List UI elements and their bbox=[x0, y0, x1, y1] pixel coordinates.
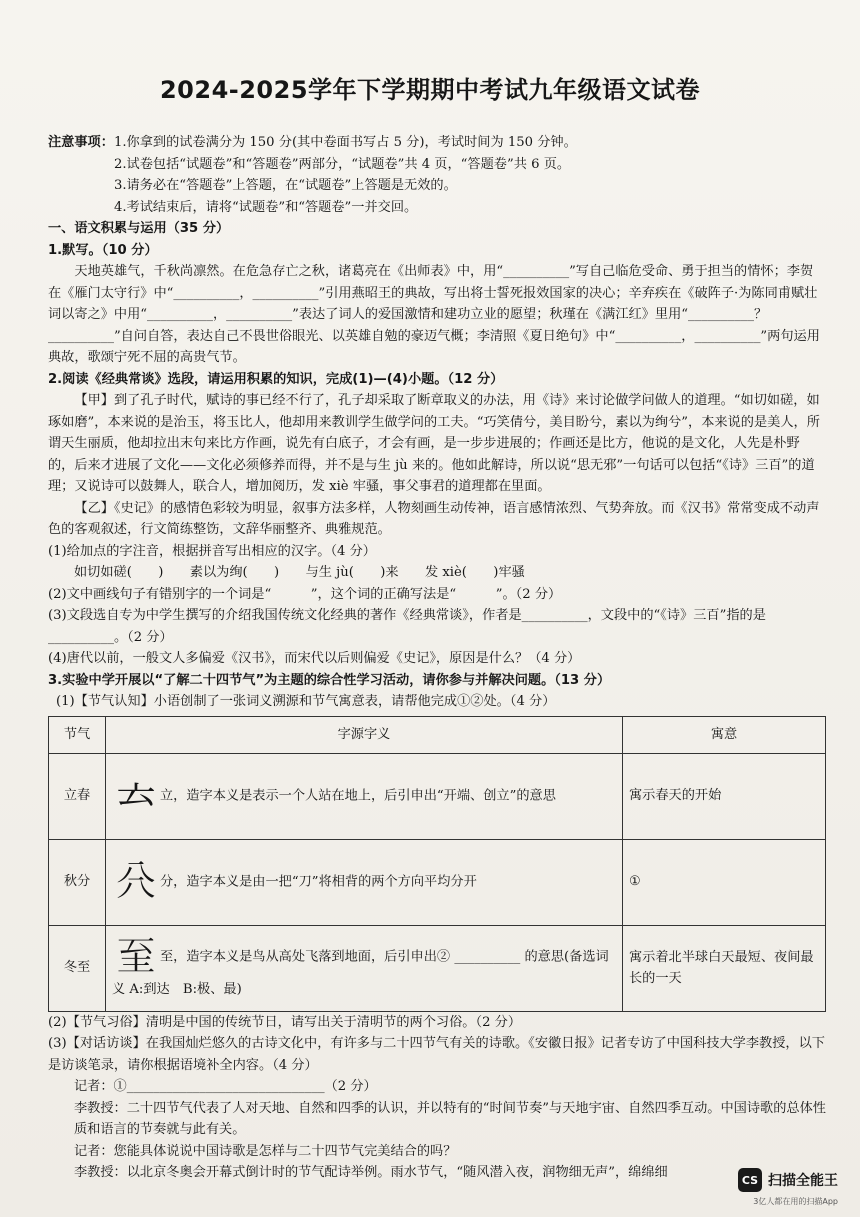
table-header-row bbox=[49, 716, 826, 753]
meaning-cell: 寓示着北半球白天最短、夜间最长的一天 bbox=[623, 925, 826, 1011]
ancient-character-li-icon: 𠫓 bbox=[116, 773, 156, 819]
term-cell: 冬至 bbox=[49, 925, 106, 1011]
table-row bbox=[49, 839, 826, 925]
question-1-heading: 1.默写。（10 分） bbox=[48, 242, 158, 258]
table-row bbox=[49, 925, 826, 1011]
question-3-sub-2: (2)【节气习俗】清明是中国的传统节日，请写出关于清明节的两个习俗。（2 分） bbox=[48, 1014, 522, 1030]
logo-name: 扫描全能王 bbox=[768, 1173, 838, 1189]
origin-text: 分，造字本义是由一把“刀”将相背的两个方向平均分开 bbox=[160, 874, 477, 890]
question-3-sub-3: (3)【对话访谈】在我国灿烂悠久的古诗文化中，有许多与二十四节气有关的诗歌。《安徽日报》记者专访了中国科技大学李教授，以下是访谈笔录，请你根据语境补全内容。（4 分） bbox=[48, 1036, 825, 1073]
question-2-sub-1: (1)给加点的字注音，根据拼音写出相应的汉字。（4 分） bbox=[48, 543, 376, 559]
logo-subtitle: 3亿人都在用的扫描App bbox=[753, 1197, 838, 1206]
ancient-character-fen-icon: 𠔁 bbox=[116, 859, 156, 905]
interview-reporter-1: 记者：①______________________________（2 分） bbox=[74, 1079, 377, 1094]
interview-professor-1: 李教授：二十四节气代表了人对天地、自然和四季的认识，并以特有的“时间节奏”与天地宇宙、自然四季互动。中国诗歌的总体性质和语言的节奏就与此有关。 bbox=[74, 1100, 826, 1137]
term-cell: 秋分 bbox=[49, 839, 106, 925]
passage-yi: 【乙】《史记》的感情色彩较为明显，叙事方法多样，人物刻画生动传神，语言感情浓烈、气势奔放。而《汉书》常常变成不动声色的客观叙述，行文简练整饬，文辞华丽整齐、典雅规范。 bbox=[48, 500, 820, 537]
meaning-cell: 寓示春天的开始 bbox=[623, 753, 826, 839]
notice-item: 4.考试结束后，请将“试题卷”和“答题卷”一并交回。 bbox=[113, 199, 418, 215]
table-header: 寓意 bbox=[623, 716, 826, 753]
question-1-body: 天地英雄气，千秋尚凛然。在危急存亡之秋，诸葛亮在《出师表》中，用“__________”写自己临危受命、勇于担当的情怀；李贺在《雁门太守行》中“__________，__________”引用燕昭王的典故，写出将士誓死报效国家的决心；辛弃疾在《破阵子·为陈同甫赋壮词以寄之》中用“__________，__________”表达了词人的爱国激情和建功立业的愿望；秋瑾在《满江红》里用“__________？__________”自问自答，表达自己不畏世俗眼光、以英雄自勉的豪迈气概；李清照《夏日绝句》中“__________，__________”两句运用典故，歌颂宁死不屈的高贵气节。 bbox=[48, 264, 820, 365]
scanner-logo bbox=[738, 1168, 838, 1192]
solar-term-table bbox=[48, 716, 826, 1012]
origin-text: 至，造字本义是鸟从高处飞落到地面，后引申出② __________ 的意思(备选词义 A:到达 B:极、最) bbox=[112, 949, 609, 998]
notice-block bbox=[48, 132, 826, 218]
question-2-sub-3: (3)文段选自专为中学生撰写的介绍我国传统文化经典的著作《经典常谈》，作者是__________，文段中的“《诗》三百”指的是__________。（2 分） bbox=[48, 608, 766, 645]
table-header: 字源字义 bbox=[106, 716, 623, 753]
section-heading: 一、语文积累与运用（35 分） bbox=[48, 221, 230, 236]
notice-item: 1.你拿到的试卷满分为 150 分(其中卷面书写占 5 分)，考试时间为 150 分钟。 bbox=[113, 135, 577, 150]
exam-content bbox=[48, 132, 826, 1184]
question-3-heading: 3.实验中学开展以“了解二十四节气”为主题的综合性学习活动，请你参与并解决问题。（13 分） bbox=[48, 672, 611, 688]
interview-reporter-2: 记者：您能具体说说中国诗歌是怎样与二十四节气完美结合的吗？ bbox=[74, 1143, 457, 1159]
question-2-sub-1-items: 如切如磋( ) 素以为绚( ) 与生 jù( )来 发 xiè( )牢骚 bbox=[74, 565, 525, 580]
notice-item: 3.请务必在“答题卷”上答题，在“试题卷”上答题是无效的。 bbox=[113, 178, 457, 193]
table-header: 节气 bbox=[49, 716, 106, 753]
interview-professor-2: 李教授：以北京冬奥会开幕式倒计时的节气配诗举例。雨水节气，“随风潜入夜，润物细无声”，绵绵细 bbox=[74, 1165, 668, 1180]
notice-item: 2.试卷包括“试题卷”和“答题卷”两部分，“试题卷”共 4 页，“答题卷”共 6 页。 bbox=[113, 156, 571, 172]
question-3-sub-1: (1)【节气认知】小语创制了一张词义溯源和节气寓意表，请帮他完成①②处。（4 分） bbox=[56, 694, 556, 709]
question-2-sub-4: (4)唐代以前，一般文人多偏爱《汉书》，而宋代以后则偏爱《史记》，原因是什么？（4 分） bbox=[48, 651, 581, 666]
question-2-heading: 2.阅读《经典常谈》选段，请运用积累的知识，完成(1)—(4)小题。（12 分） bbox=[48, 371, 504, 387]
passage-jia: 【甲】到了孔子时代，赋诗的事已经不行了，孔子却采取了断章取义的办法，用《诗》来讨论做学问做人的道理。“如切如磋，如琢如磨”，本来说的是治玉，将玉比人，他却用来教训学生做学问的工夫。“巧笑倩兮，美目盼兮，素以为绚兮”，本来说的是美人，所谓天生丽质，他却拉出末句来比方作画，说先有白底子，才会有画，是一步步进展的；作画还是比方，他说的是文化，人先是朴野的，后来才进展了文化——文化必须修养而得，并不是与生 jù 来的。他如此解诗，所以说“思无邪”一句话可以包括“《诗》三百”的道理；又说诗可以鼓舞人，联合人，增加阅历，发 xiè 牢骚，事父事君的道理都在里面。 bbox=[48, 393, 820, 494]
term-cell: 立春 bbox=[49, 753, 106, 839]
origin-cell bbox=[106, 925, 623, 1011]
question-2-sub-2: (2)文中画线句子有错别字的一个词是“ ”，这个词的正确写法是“ ”。（2 分） bbox=[48, 586, 562, 602]
camscanner-icon: CS bbox=[738, 1168, 762, 1192]
origin-text: 立，造字本义是表示一个人站在地上，后引申出“开端、创立”的意思 bbox=[160, 788, 556, 804]
table-row bbox=[49, 753, 826, 839]
origin-cell bbox=[106, 839, 623, 925]
ancient-character-zhi-icon: 𦤳 bbox=[116, 934, 156, 981]
notice-label: 注意事项： bbox=[48, 135, 114, 150]
meaning-cell: ① bbox=[623, 839, 826, 925]
notice-list bbox=[114, 132, 577, 218]
origin-cell bbox=[106, 753, 623, 839]
page-title: 2024-2025学年下学期期中考试九年级语文试卷 bbox=[159, 76, 701, 104]
